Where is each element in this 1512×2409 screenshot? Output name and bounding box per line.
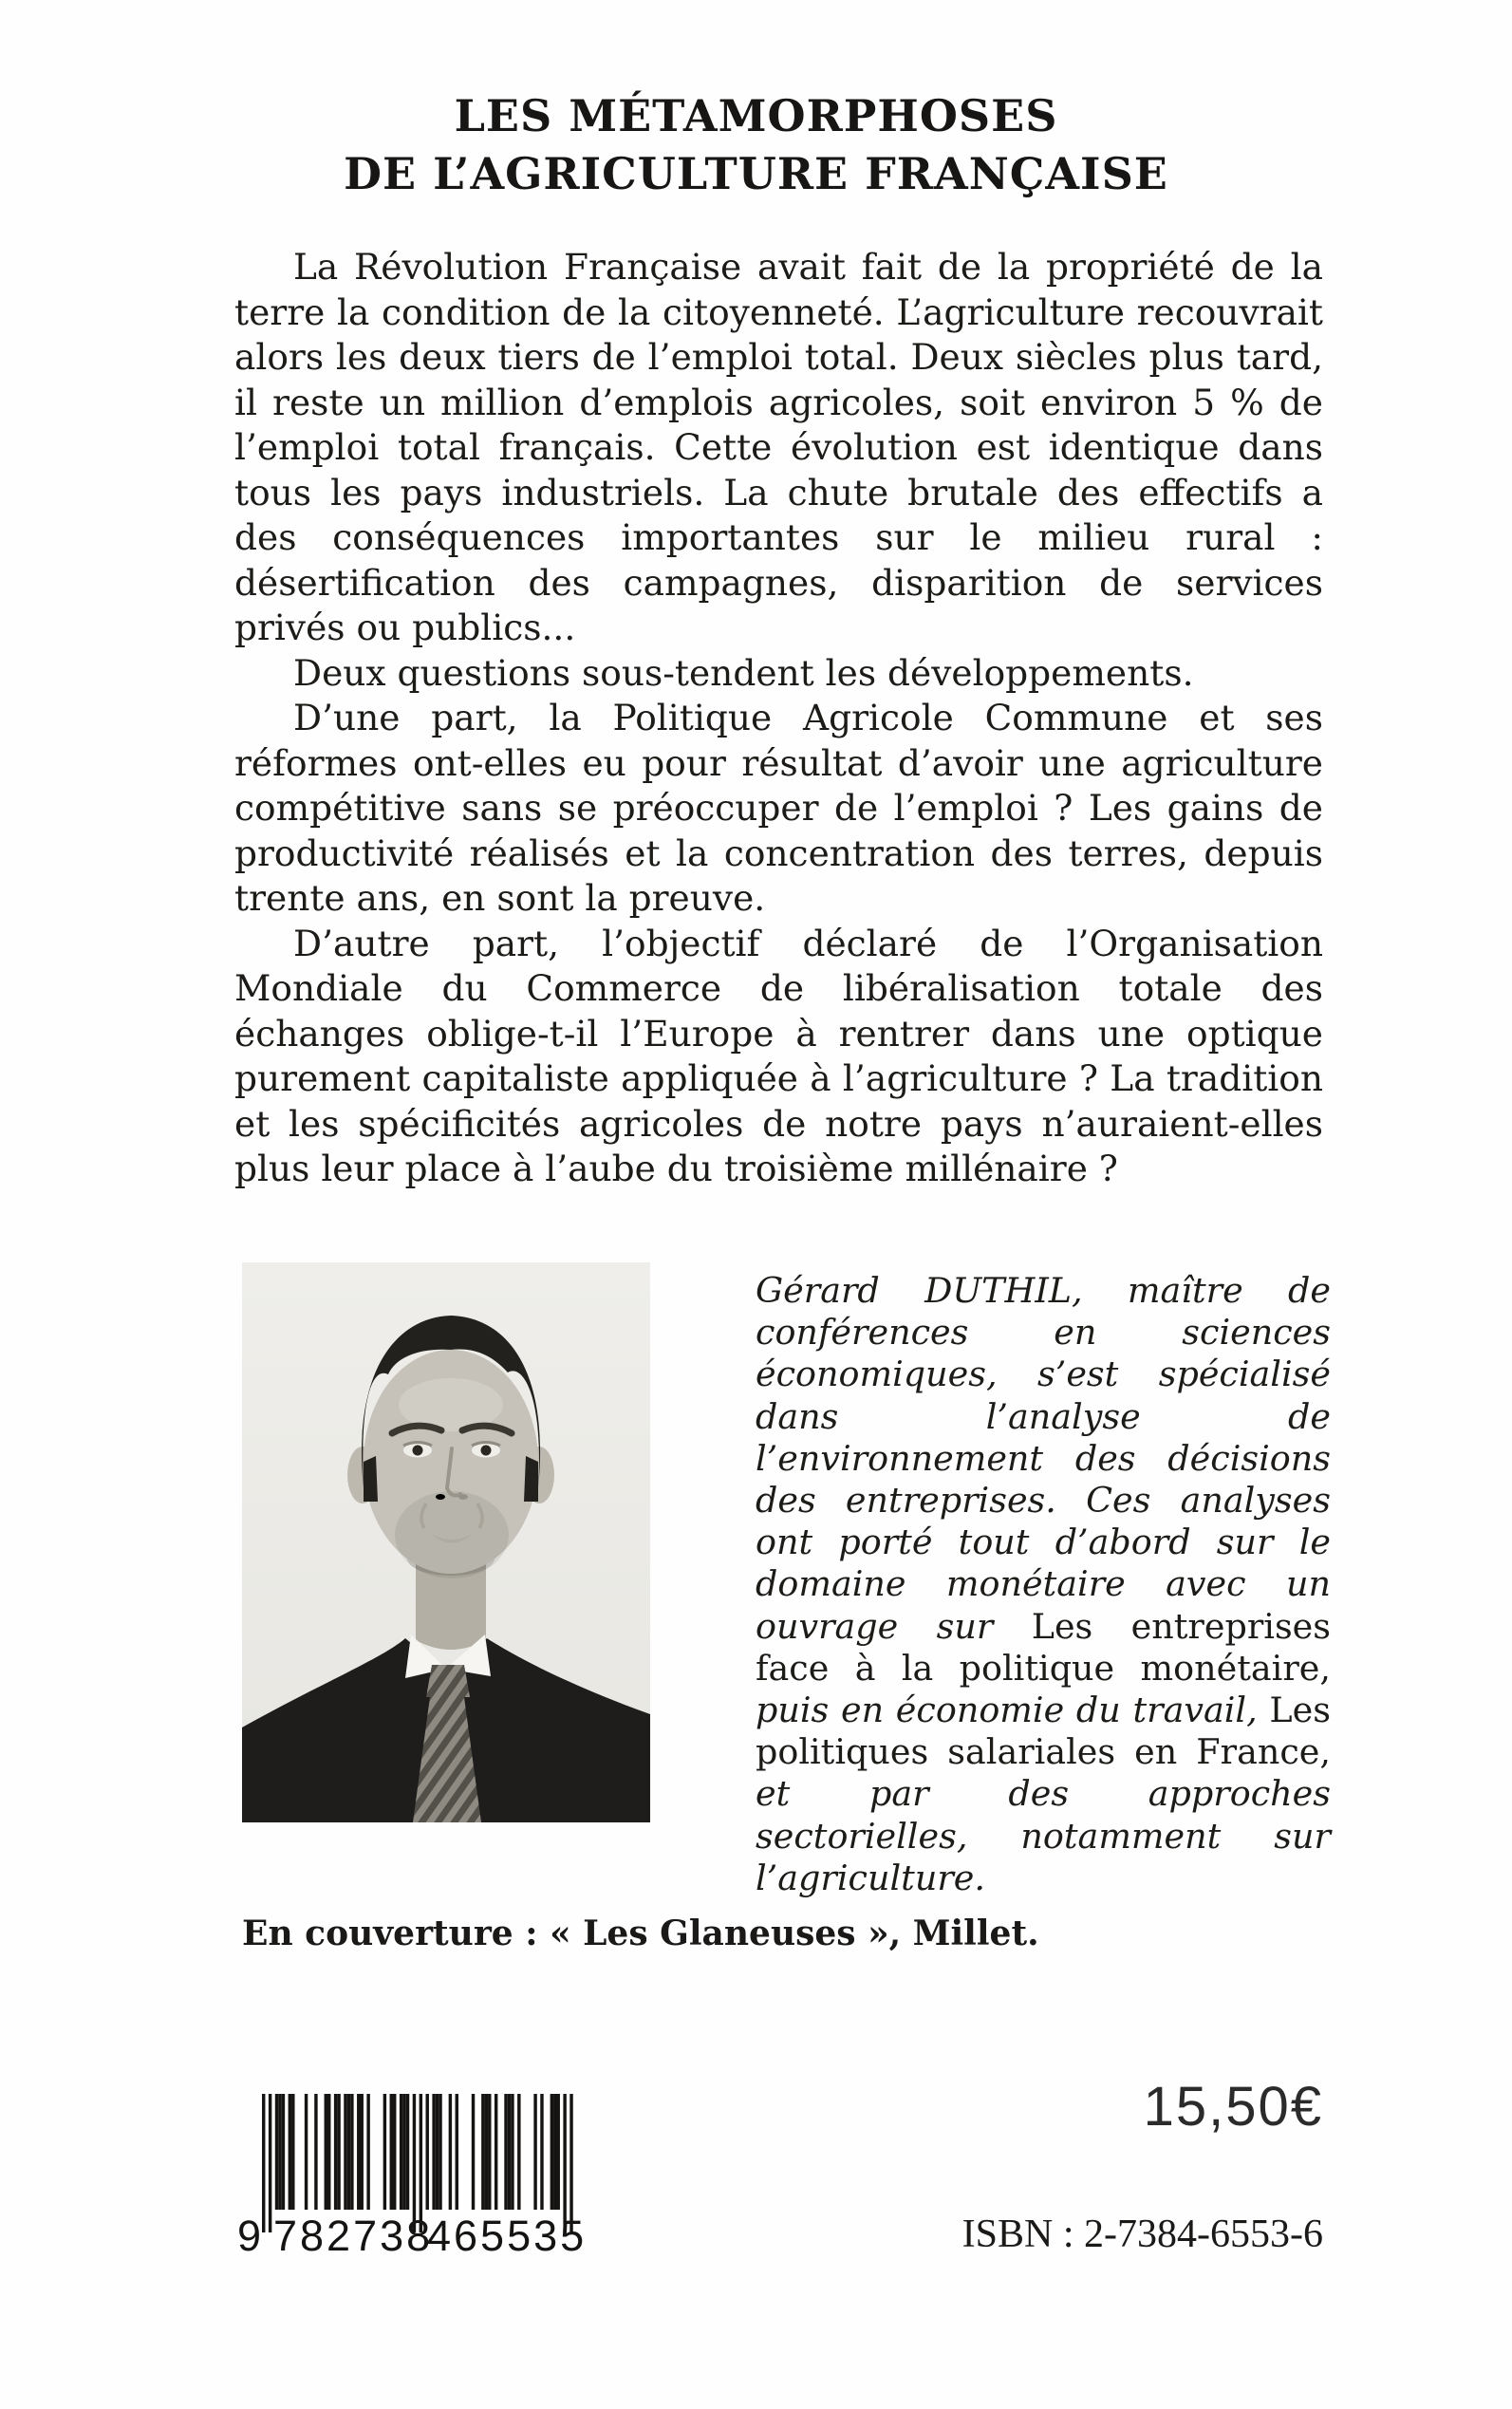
book-title [200,87,1312,203]
barcode [237,2094,590,2263]
book-title-line1: LES MÉTAMORPHOSES [454,90,1058,141]
barcode-digit-group1: 782738 [273,2212,434,2260]
bio-segment-italic: et par des approches sectorielles, notamment sur l’agriculture. [756,1773,1331,1898]
bio-segment-italic: puis en économie du travail, [756,1690,1258,1731]
barcode-digit-group2: 465535 [427,2212,588,2260]
book-title-line2: DE L’AGRICULTURE FRANÇAISE [344,148,1168,199]
cover-credit: En couverture : « Les Glaneuses », Millet. [242,1914,1039,1953]
synopsis-paragraph: Deux questions sous-tendent les développements. [293,651,1194,694]
author-photo [242,1262,650,1822]
synopsis-paragraph: D’autre part, l’objectif déclaré de l’Organisation Mondiale du Commerce de libéralisation totale des échanges oblige-t-il l’Europe à rentrer dans une optique purement capitaliste appliquée à l’agriculture ? La tradition et les spécificités agricoles de notre pays n’auraient-elles plus leur place à l’aube du troisième millénaire ? [234,922,1323,1189]
synopsis-paragraph: D’une part, la Politique Agricole Commune et ses réformes ont-elles eu pour résultat d’avoir une agriculture compétitive sans se préoccuper de l’emploi ? Les gains de productivité réalisés et la concentration des terres, depuis trente ans, en sont la preuve. [234,697,1323,919]
barcode-digit-first: 9 [237,2212,265,2260]
isbn: ISBN : 2-7384-6553-6 [961,2213,1323,2256]
bio-segment-roman: Les politiques salariales en France, [756,1690,1331,1773]
bio-segment-roman: Les entreprises face à la politique monétaire, [756,1605,1332,1689]
author-bio [756,1270,1331,1899]
bio-segment-italic: Gérard DUTHIL, maître de conférences en sciences économiques, s’est spécialisé dans l’analyse de l’environnement des décisions des entreprises. Ces analyses ont porté tout d’abord sur le domaine monétaire avec un ouvrage sur [756,1270,1331,1647]
synopsis-paragraph: La Révolution Française avait fait de la propriété de la terre la condition de la citoyenneté. L’agriculture recouvrait alors les deux tiers de l’emploi total. Deux siècles plus tard, il reste un million d’emplois agricoles, soit environ 5 % de l’emploi total français. Cette évolution est identique dans tous les pays industriels. La chute brutale des effectifs a des conséquences importantes sur le milieu rural : désertification des campagnes, disparition de services privés ou publics... [234,246,1323,648]
synopsis [234,245,1323,1192]
price: 15,50€ [1143,2076,1323,2138]
